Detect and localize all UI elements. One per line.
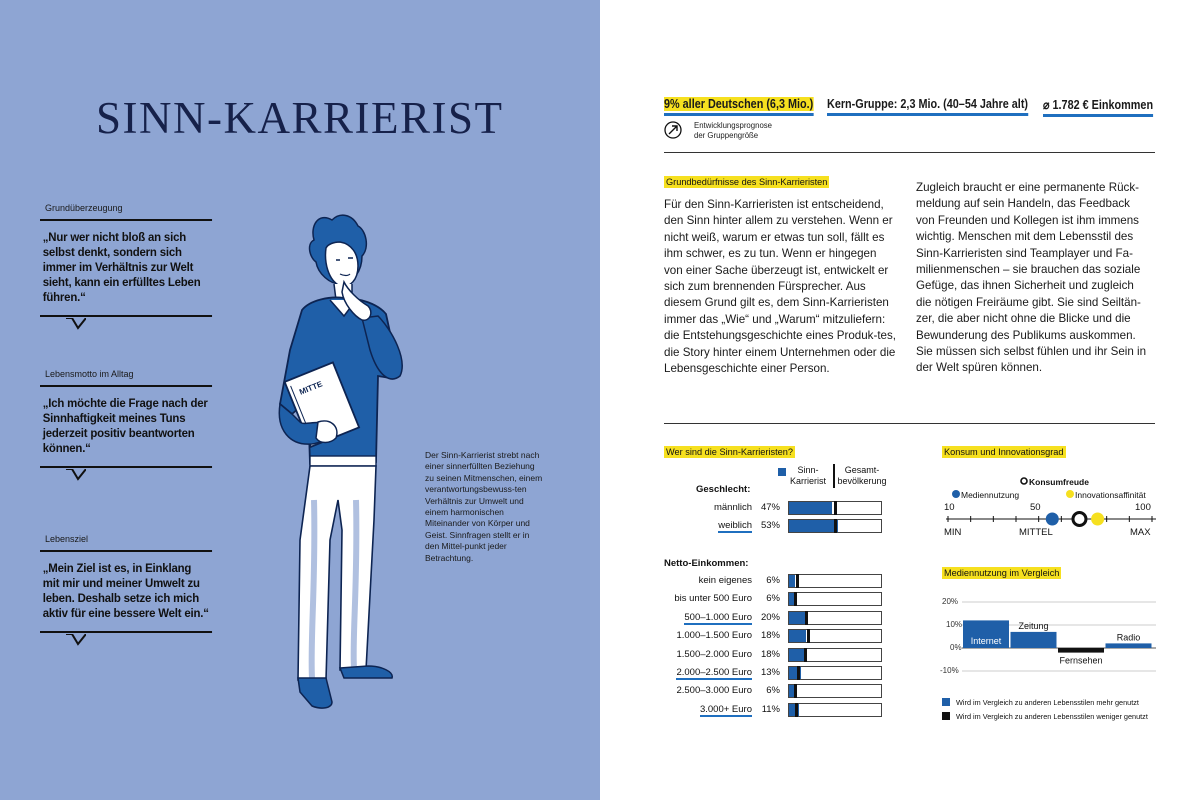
page-title: SINN-KARRIERIST (96, 93, 504, 143)
media-chart (962, 596, 1156, 676)
row-value: 18% (760, 630, 780, 642)
needs-column-1: Für den Sinn-Karrieristen ist entscheidend, den Sinn hinter allem zu verstehen. Wenn er nicht weiß, warum er etwas tun soll, fällt es ihm schwer, es zu tun. Wenn er hingegen von einer Sache überzeugt ist, entwickelt er sich zum brennenden Fürsprecher. Aus diesem Grund gilt es, dem Sinn-Karrieristen immer das „Wie“ und „Warum“ mitzuliefern: die Entstehungsgeschichte eines Produk-tes, die Story hinter einem Unternehmen oder die Lebensgeschichte einer Person. (664, 198, 897, 376)
row-bar-total-marker (807, 629, 810, 643)
gender-heading: Geschlecht: (696, 484, 751, 495)
row-label (642, 704, 752, 715)
innovation-marker (1091, 513, 1104, 526)
book-label: MITTE (298, 379, 324, 397)
row-label (642, 667, 752, 678)
row-bar-total-marker (834, 501, 837, 515)
divider (664, 152, 1155, 153)
row-label-text: 500–1.000 Euro (684, 611, 752, 623)
trend-label-line1: Entwicklungsprognose (694, 121, 773, 130)
quote-label: Lebensziel (45, 534, 89, 544)
konsum-scale (944, 510, 1158, 528)
media-bar-zeitung (1011, 632, 1057, 648)
quote-label: Lebensmotto im Alltag (45, 369, 134, 379)
quote-text: „Nur wer nicht bloß an sich selbst denkt, sondern sich immer im Verhältnis zur Welt sieht, kann ein erfülltes Leben führen.“ (42, 230, 201, 304)
row-bar-total-marker (794, 592, 797, 606)
media-bar-label: Radio (1116, 632, 1141, 643)
row-label-text: 1.000–1.500 Euro (676, 630, 752, 642)
row-bar (788, 666, 882, 680)
legend-total-line2: bevölkerung (837, 476, 887, 486)
row-bar (788, 519, 882, 533)
row-bar-total-marker (804, 648, 807, 662)
row-bar (788, 592, 882, 606)
quote-text: „Ich möchte die Frage nach der Sinnhaftigkeit meines Tuns jederzeit positiv beantworten können.“ (42, 396, 208, 455)
income-heading: Netto-Einkommen: (664, 558, 749, 569)
row-value: 47% (760, 502, 780, 513)
row-bar-total-marker (834, 519, 837, 533)
row-value: 13% (760, 667, 780, 678)
legend-more: Wird im Vergleich zu anderen Lebensstilen mehr genutzt (956, 698, 1139, 707)
man-illustration (240, 200, 430, 720)
right-page (600, 0, 1200, 800)
quote-bubble (40, 550, 212, 633)
legend-group-line2: Karrierist (789, 476, 826, 486)
row-label (642, 502, 752, 513)
quote-block-motto (40, 369, 212, 468)
needs-heading: Grundbedürfnisse des Sinn-Karrieristen (666, 177, 828, 187)
axis-label-0: 0% (950, 643, 962, 652)
row-bar (788, 629, 882, 643)
legend-innovation: Innovationsaffinität (1075, 490, 1146, 500)
quote-label: Grundüberzeugung (45, 203, 123, 213)
row-label (642, 575, 752, 586)
row-bar-total-marker (797, 666, 800, 680)
row-bar (788, 501, 882, 515)
row-value: 6% (766, 593, 780, 605)
row-value: 6% (766, 575, 780, 586)
quote-bubble (40, 219, 212, 317)
legend-group (788, 465, 828, 487)
row-label-text: männlich (713, 502, 752, 513)
axis-label-10: 10% (946, 620, 963, 629)
row-bar-fill (789, 575, 795, 587)
legend-konsum: Konsumfreude (1029, 477, 1089, 487)
media-bar-radio (1106, 643, 1152, 648)
row-bar (788, 648, 882, 662)
trend-label-line2: der Gruppengröße (694, 131, 759, 140)
row-bar (788, 611, 882, 625)
legend-total (832, 465, 892, 487)
demographics-heading: Wer sind die Sinn-Karrieristen? (666, 447, 793, 457)
media-marker (1046, 513, 1059, 526)
row-value: 18% (760, 648, 780, 660)
tick-50: 50 (1030, 502, 1041, 513)
row-label (642, 685, 752, 696)
legend-less: Wird im Vergleich zu anderen Lebensstilen weniger genutzt (956, 712, 1148, 721)
row-bar-total-marker (805, 611, 808, 625)
row-bar (788, 703, 882, 717)
legend-less-swatch-icon (942, 712, 950, 720)
legend-more-swatch-icon (942, 698, 950, 706)
figure-description: Der Sinn-Karrierist strebt nach einer sinnerfüllten Beziehung zu seinen Mitmenschen, einem verantwortungsbewuss-ten Verhältnis zur Umwelt und einem harmonischen Miteinander von Körper und Geist. Sinnfragen stellt er in den Mittel-punkt jeder Betrachtung. (425, 450, 543, 563)
label-mittel: MITTEL (1019, 527, 1053, 538)
innovation-dot-icon (1066, 490, 1074, 498)
stat-average-income: ⌀ 1.782 € Einkommen (1043, 97, 1153, 117)
row-label (642, 612, 752, 623)
needs-column-2: Zugleich braucht er eine permanente Rück-meldung auf sein Handeln, das Feedback von Freunden und Kollegen ist ihm immens wichtig. Menschen mit dem Lebensstil des Sinn-Karrieristen sind Teamplayer und Fa-milienmenschen – sie brauchen das soziale Gefüge, das ihnen Sicherheit und zugleich die nötigen Freiräume gibt. Sie sind Seiltän-zer, die aber nicht ohne die Blicke und die Bewunderung des Publikums auskommen. Sie müssen sich selbst fühlen und ihr Sein in der Welt spüren können. (916, 181, 1147, 375)
row-label (642, 630, 752, 641)
row-label-text: 2.500–3.000 Euro (676, 685, 752, 697)
row-bar-fill (789, 520, 838, 532)
row-bar-total-marker (795, 703, 798, 717)
media-bar-label: Internet (970, 636, 1002, 646)
label-max: MAX (1130, 527, 1151, 538)
divider (664, 423, 1155, 424)
row-value: 20% (760, 611, 780, 623)
row-bar (788, 684, 882, 698)
legend-swatch-group-icon (778, 468, 786, 476)
axis-label-minus10: -10% (940, 666, 959, 675)
row-bar-total-marker (794, 684, 797, 698)
konsum-ring-icon (1020, 477, 1028, 485)
row-label (642, 649, 752, 660)
row-label (642, 593, 752, 604)
media-bar-label: Fernsehen (1059, 655, 1103, 666)
tick-10: 10 (944, 502, 955, 513)
row-value: 53% (760, 520, 780, 531)
tick-100: 100 (1135, 502, 1151, 513)
speech-tail-icon (66, 634, 86, 650)
row-bar (788, 574, 882, 588)
row-bar-total-marker (796, 574, 799, 588)
media-bar-label: Zeitung (1018, 620, 1049, 631)
quote-text: „Mein Ziel ist es, in Einklang mit mir und meiner Umwelt zu leben. Deshalb setze ich mich aktiv für eine bessere Welt ein.“ (42, 561, 209, 620)
quote-block-goal (40, 534, 212, 633)
row-bar-fill (789, 502, 832, 514)
row-label-text: 3.000+ Euro (699, 703, 752, 715)
row-label-text: 1.500–2.000 Euro (676, 648, 752, 660)
row-label-text: 2.000–2.500 Euro (676, 667, 752, 678)
label-min: MIN (944, 527, 962, 538)
media-heading: Mediennutzung im Vergleich (944, 568, 1060, 578)
row-label-text: weiblich (718, 520, 752, 531)
speech-tail-icon (66, 318, 86, 334)
quote-block-conviction (40, 203, 212, 317)
stat-core-group: Kern-Gruppe: 2,3 Mio. (40–54 Jahre alt) (827, 97, 1028, 116)
legend-media: Mediennutzung (961, 490, 1020, 500)
row-value: 11% (761, 703, 780, 715)
row-bar-fill (789, 630, 806, 642)
row-label (642, 520, 752, 531)
stat-population-share-text: 9% aller Deutschen (6,3 Mio.) (664, 97, 814, 111)
media-dot-icon (952, 490, 960, 498)
quote-bubble (40, 385, 212, 468)
media-bar-fernsehen (1058, 648, 1104, 653)
legend-total-line1: Gesamt- (844, 465, 880, 475)
row-label-text: bis unter 500 Euro (674, 593, 752, 605)
trend-arrow-icon (664, 121, 682, 139)
stat-population-share (664, 97, 813, 116)
row-label-text: kein eigenes (698, 575, 752, 586)
legend-group-line1: Sinn- (797, 465, 819, 475)
speech-tail-icon (66, 469, 86, 485)
konsum-marker (1073, 513, 1086, 526)
row-value: 6% (766, 685, 780, 697)
konsum-heading: Konsum und Innovationsgrad (944, 447, 1064, 457)
axis-label-20: 20% (942, 597, 959, 606)
trend-label (694, 121, 772, 141)
